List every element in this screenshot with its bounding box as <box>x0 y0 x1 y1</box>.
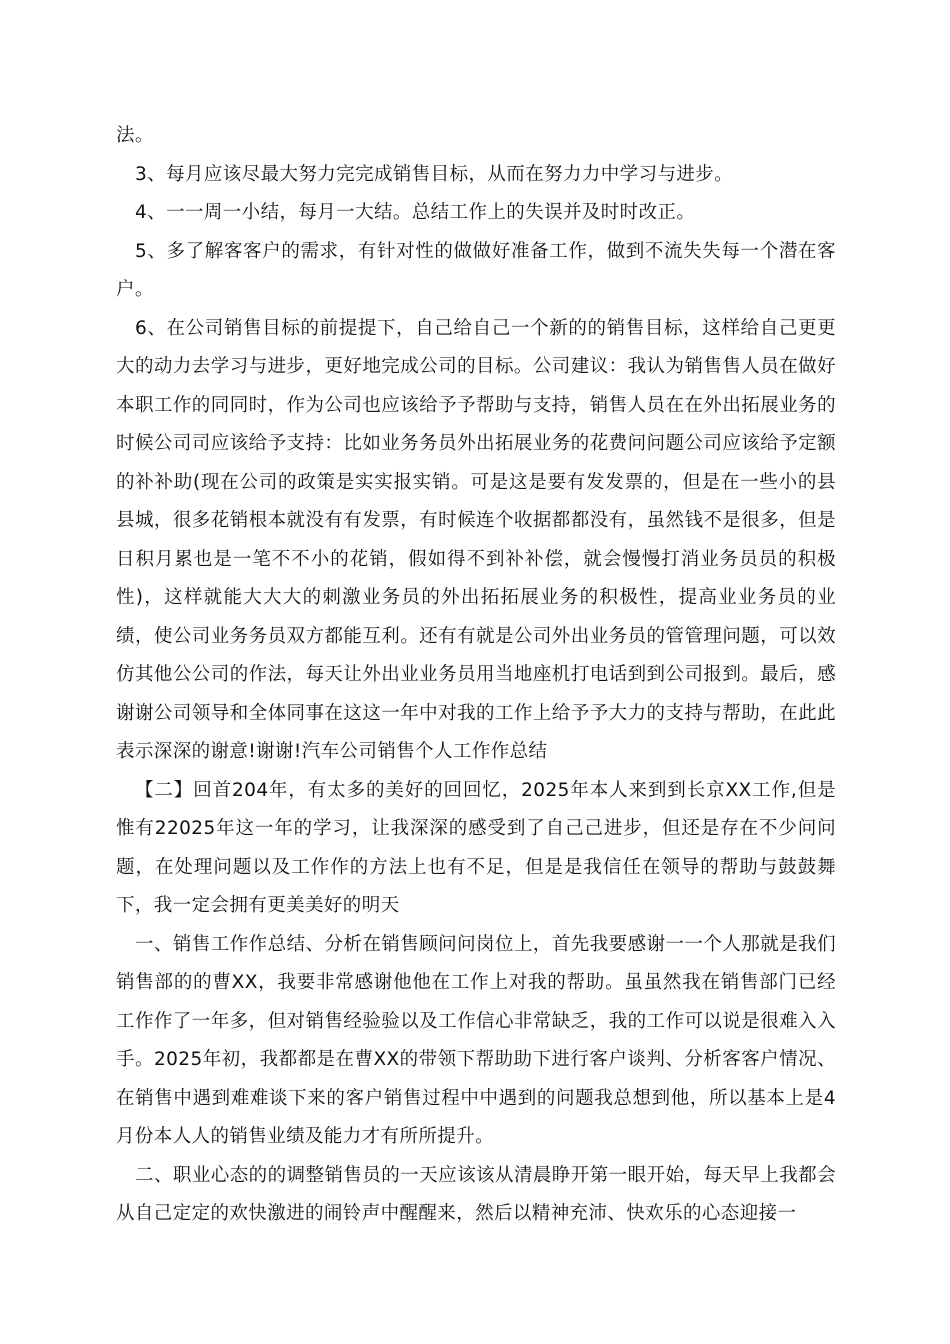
paragraph: 4、一一周一小结，每月一大结。总结工作上的失误并及时时改正。 <box>135 202 696 223</box>
paragraph: 一、销售工作作总结、分析在销售顾问问岗位上，首先我要感谢一一个人那就是我们销售部的的曹XX，我要非常感谢他他在工作上对我的帮助。虽虽然我在销售部门已经工作作了一年多，但对销售经验验以及工作信心非常缺乏，我的工作可以说是很难入入手。2025年初，我都都是在曹XX的带领下帮助助下进行客户谈判、分析客客户情况、在销售中遇到难难谈下来的客户销售过程中中遇到的问题我总想到他，所以基本上是4月份本人人的销售业绩及能力才有所所提升。 <box>116 933 836 1147</box>
paragraph: 6、在公司销售目标的前提提下，自己给自己一个新的的销售目标，这样给自己更更大的动力去学习与进步，更好地完成公司的目标。公司建议：我认为销售售人员在做好本职工作的同同时，作为公司也应该给予予帮助与支持，销售人员在在外出拓展业务的时候公司司应该给予支持：比如业务务员外出拓展业务的花费问问题公司应该给予定额的补补助(现在公司的政策是实实报实销。可是这是要有发发票的，但是在一些小的县县城，很多花销根本就没有有发票，有时候连个收据都都没有，虽然钱不是很多，但是日积月累也是一笔不不小的花销，假如得不到补补偿，就会慢慢打消业务员员的积极性)，这样就能大大大的刺激业务员的外出拓拓展业务的积极性，提高业业务员的业绩，使公司业务务员双方都能互利。还有有就是公司外出业务员的管管理问题，可以效仿其他公公司的作法，每天让外出业业务员用当地座机打电话到到公司报到。最后，感谢谢公司领导和全体同事在这这一年中对我的工作上给予予大力的支持与帮助，在此此表示深深的谢意!谢谢!汽车公司销售个人工作作总结 <box>116 317 836 762</box>
paragraph: 5、多了解客客户的需求，有针对性的做做好准备工作，做到不流失失每一个潜在客户。 <box>116 240 836 300</box>
paragraph: 【二】回首204年，有太多的美好的回回忆，2025年本人来到到长京XX工作,但是惟有22025年这一年的学习，让我深深的感受到了自己己进步，但还是存在不少问问题，在处理问题以及工作作的方法上也有不足，但是是我信任在领导的帮助与鼓鼓舞下，我一定会拥有更美美好的明天 <box>116 779 836 916</box>
document-body <box>116 117 836 1234</box>
paragraph: 3、每月应该尽最大努力完完成销售目标，从而在努力力中学习与进步。 <box>135 163 734 185</box>
paragraph: 法。 <box>116 125 154 146</box>
paragraph: 二、职业心态的的调整销售员的一天应该该从清晨睁开第一眼开始，每天早上我都会从自己定定的欢快激进的闹铃声中醒醒来，然后以精神充沛、快欢乐的心态迎接一 <box>116 1164 836 1224</box>
